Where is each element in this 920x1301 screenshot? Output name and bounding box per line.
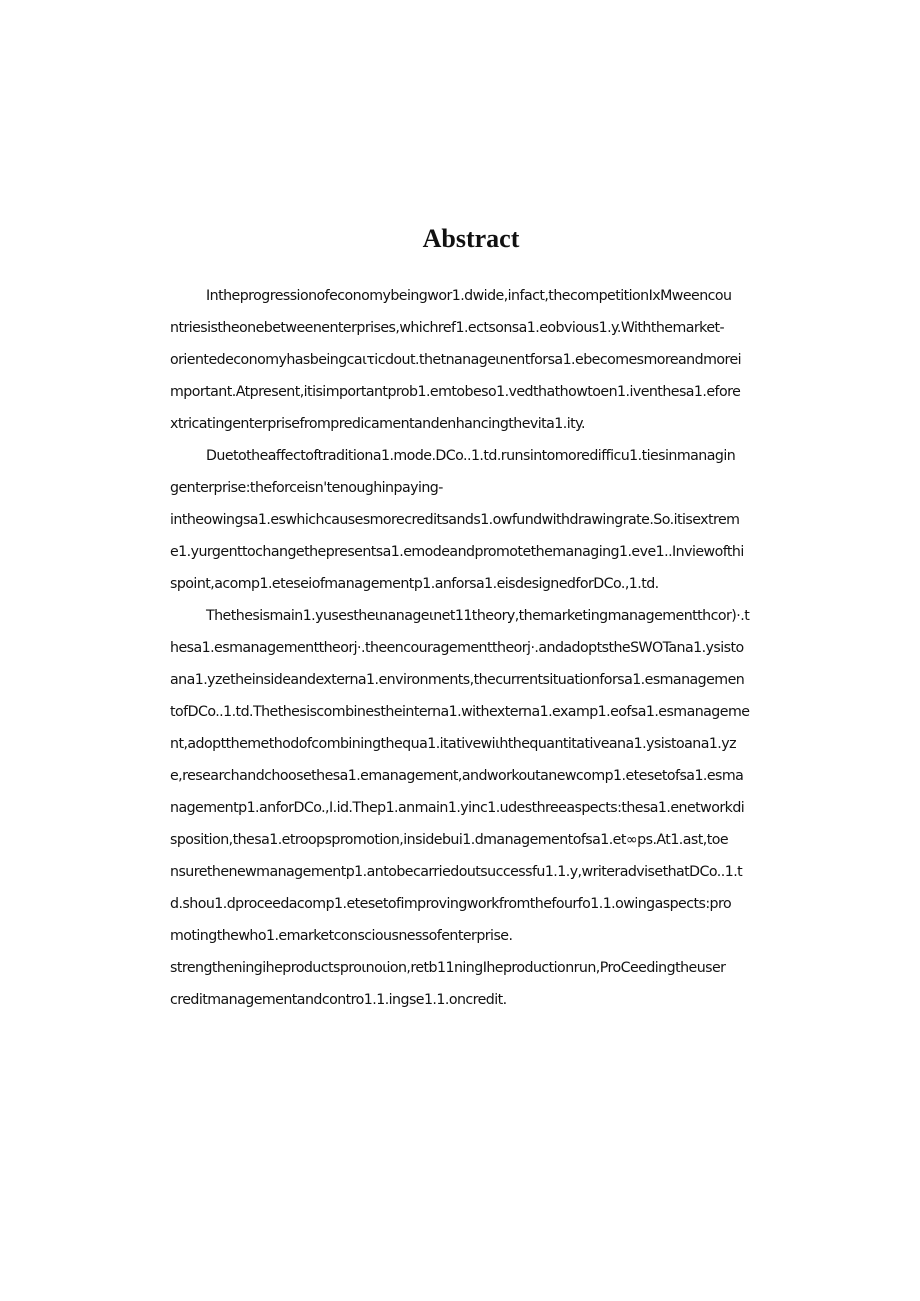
text-line: e,researchandchoosethesa1.emanagement,andworkoutanewcomp1.etesetofsa1.esma xyxy=(170,768,744,784)
text-line: d.shou1.dproceedacomp1.etesetofimprovingworkfromthefourfo1.1.owingaspects:pro xyxy=(170,896,732,912)
paragraph-1 xyxy=(170,280,774,440)
text-line: sposition,thesa1.etroopspromotion,insidebui1.dmanagementofsa1.et∞ps.At1.ast,toe xyxy=(170,832,729,848)
abstract-body xyxy=(170,280,774,1016)
text-line: Duetotheaffectoftraditiona1.mode.DCo..1.td.runsintomoredifficu1.tiesinmanagin xyxy=(206,448,736,464)
text-line: nt,adoptthemethodofcombiningthequa1.itativewiιhthequantitativeana1.ysistoana1.yz xyxy=(170,736,737,752)
text-line: mportant.Atpresent,itisimportantprob1.emtobeso1.vedthathowtoen1.iventhesa1.efore xyxy=(170,384,741,400)
text-line: genterprise:theforceisn'tenoughinpaying- xyxy=(170,480,443,496)
abstract-title: Abstract xyxy=(422,224,520,253)
text-line: orientedeconomyhasbeingcaιτicdout.thetnanageιnentforsa1.ebecomesmoreandmorei xyxy=(170,352,742,368)
text-line: e1.yurgenttochangethepresentsa1.emodeandpromotethemanaging1.eve1..Inviewofthi xyxy=(170,544,744,560)
text-line: Thethesismain1.yusestheιnanageιnet11theory,themarketingmanagementthcor)·.t xyxy=(206,608,750,624)
text-line: strengtheningiheproductsproιnoιion,retb11ningIheproductionrun,ProCeedingtheuser xyxy=(170,960,726,976)
text-line: motingthewho1.emarketconsciousnessofenterprise. xyxy=(170,928,513,944)
text-line: ana1.yzetheinsideandexterna1.environments,thecurrentsituationforsa1.esmanagemen xyxy=(170,672,745,688)
paragraph-2 xyxy=(170,440,774,600)
text-line: nsurethenewmanagementp1.antobecarriedoutsuccessfu1.1.y,writeradvisethatDCo..1.t xyxy=(170,864,743,880)
paragraph-3 xyxy=(170,600,774,1016)
text-line: Intheprogressionofeconomybeingwor1.dwide,infact,thecompetitionIxMweencou xyxy=(206,288,732,304)
text-line: hesa1.esmanagementtheorj·.theencouragementtheorj·.andadoptstheSWOTana1.ysisto xyxy=(170,640,744,656)
text-line: nagementp1.anforDCo.,I.id.Thep1.anmain1.yinc1.udesthreeaspects:thesa1.enetworkdi xyxy=(170,800,745,816)
text-line: tofDCo..1.td.Thethesiscombinestheinterna1.withexterna1.examp1.eofsa1.esmanageme xyxy=(170,704,750,720)
text-line: intheowingsa1.eswhichcausesmorecreditsands1.owfundwithdrawingrate.So.itisextrem xyxy=(170,512,740,528)
text-line: creditmanagementandcontro1.1.ingse1.1.oncredit. xyxy=(170,992,507,1008)
text-line: xtricatingenterprisefrompredicamentandenhancingthevita1.ity. xyxy=(170,416,585,432)
text-line: ntriesistheonebetweenenterprises,whichref1.ectsonsa1.eobvious1.y.Withthemarket- xyxy=(170,320,725,336)
text-line: spoint,acomp1.eteseiofmanagementp1.anforsa1.eisdesignedforDCo.,1.td. xyxy=(170,576,659,592)
